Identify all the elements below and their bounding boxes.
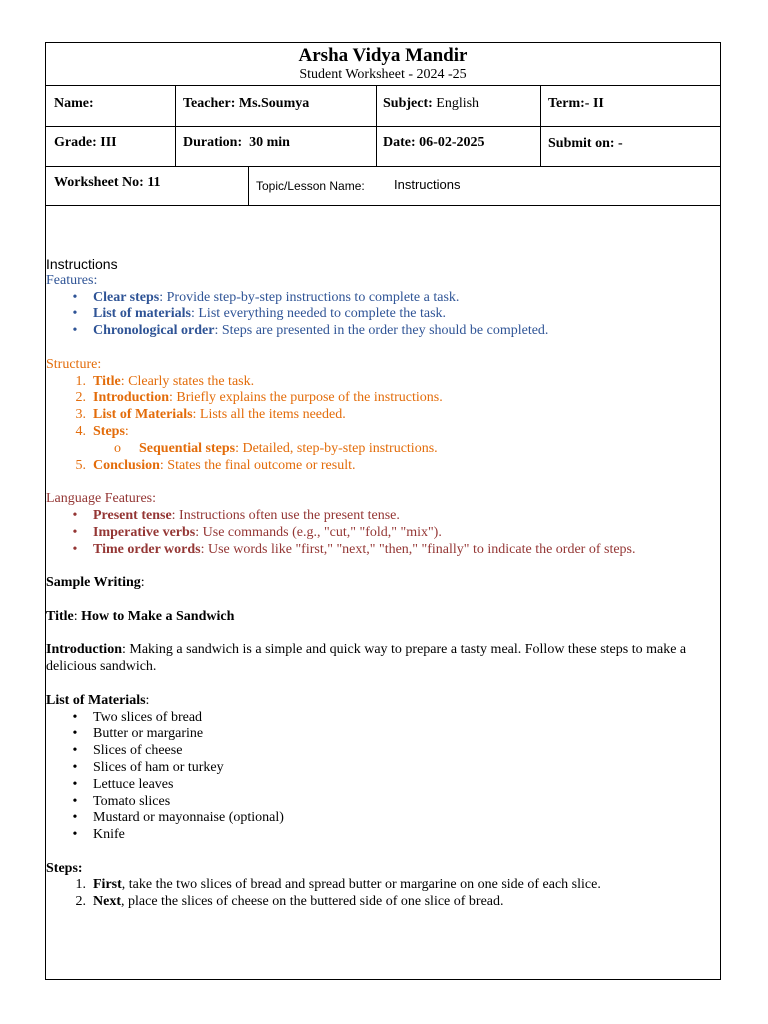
topic-value: Instructions [394, 177, 461, 192]
list-item: o Sequential steps: Detailed, step-by-step instructions. [114, 440, 438, 456]
list-item: • List of materials: List everything needed to complete the task. [72, 306, 447, 322]
worksheet-no-cell [54, 175, 161, 191]
name-label: Name: [54, 96, 94, 111]
teacher-cell [183, 96, 309, 112]
materials-title: List of Materials: [46, 692, 150, 708]
materials-list [46, 710, 716, 844]
worksheet-subtitle: Student Worksheet - 2024 -25 [299, 67, 467, 82]
list-item: • Two slices of bread [72, 709, 203, 725]
list-item: 5. Conclusion: States the final outcome or result. [75, 457, 356, 473]
list-item: • Clear steps: Provide step-by-step instructions to complete a task. [72, 289, 460, 305]
list-item: • Slices of ham or turkey [72, 759, 224, 775]
features-title: Features: [46, 272, 98, 288]
sample-title: Sample Writing: [46, 575, 145, 591]
date-value: 06-02-2025 [419, 135, 485, 150]
table-line-row1 [45, 126, 721, 127]
submit-label: Submit on: [548, 136, 615, 151]
table-divider [248, 166, 249, 205]
date-label: Date: [383, 135, 416, 150]
table-line-row2 [45, 166, 721, 167]
list-item: 2. Next, place the slices of cheese on the buttered side of one slice of bread. [75, 894, 504, 910]
grade-value: III [100, 135, 117, 150]
list-item: 2. Introduction: Briefly explains the purpose of the instructions. [75, 390, 443, 406]
subject-value: English [436, 96, 480, 111]
term-cell [548, 96, 604, 112]
table-divider [175, 85, 176, 166]
duration-cell [183, 135, 290, 151]
language-list [46, 508, 716, 558]
content-heading: Instructions [46, 256, 118, 272]
sample-doc-title: Title: How to Make a Sandwich [46, 608, 235, 624]
sample-intro: Introduction: Making a sandwich is a simple and quick way to prepare a tasty meal. Follow these steps to make a delicious sandwich. [46, 642, 687, 675]
list-item: • Chronological order: Steps are presented in the order they should be completed. [72, 323, 549, 339]
steps-list [46, 877, 716, 911]
topic-label: Topic/Lesson Name: [256, 179, 365, 193]
table-divider [376, 85, 377, 166]
term-label: Term:- [548, 96, 590, 111]
list-item: • Tomato slices [72, 793, 171, 809]
grade-cell [54, 135, 117, 151]
structure-list [46, 374, 716, 475]
list-item: • Mustard or mayonnaise (optional) [72, 810, 284, 826]
list-item: 1. Title: Clearly states the task. [75, 373, 255, 389]
list-item: • Time order words: Use words like "first," "next," "then," "finally" to indicate the order of steps. [72, 541, 636, 557]
term-value: II [592, 96, 604, 111]
table-line-bottom [45, 205, 721, 206]
list-item: • Knife [72, 827, 125, 843]
teacher-value: Ms.Soumya [238, 96, 310, 111]
worksheet-no-label: Worksheet No: [54, 175, 144, 190]
list-item: • Lettuce leaves [72, 776, 174, 792]
table-divider [540, 85, 541, 166]
table-line-top [45, 85, 721, 86]
subject-cell [383, 96, 479, 112]
school-name: Arsha Vidya Mandir [298, 45, 468, 66]
list-item: • Slices of cheese [72, 743, 183, 759]
duration-label: Duration: [183, 135, 243, 150]
teacher-label: Teacher: [183, 96, 236, 111]
subject-label: Subject: [383, 96, 433, 111]
submit-cell [548, 136, 623, 152]
worksheet-content [46, 256, 716, 911]
list-item: • Butter or margarine [72, 726, 204, 742]
list-item: 3. List of Materials: Lists all the items needed. [75, 407, 346, 423]
duration-value: 30 min [249, 135, 290, 150]
list-item: • Imperative verbs: Use commands (e.g., "cut," "fold," "mix"). [72, 524, 442, 540]
structure-title: Structure: [46, 356, 102, 372]
list-item: 1. First, take the two slices of bread and spread butter or margarine on one side of each slice. [75, 877, 601, 893]
worksheet-header [45, 42, 721, 85]
language-title: Language Features: [46, 491, 157, 507]
submit-value: - [618, 136, 623, 151]
grade-label: Grade: [54, 135, 97, 150]
worksheet-no-value: 11 [147, 175, 161, 190]
features-list [46, 290, 716, 340]
list-item: 4. Steps: [75, 423, 129, 439]
list-item: • Present tense: Instructions often use the present tense. [72, 507, 400, 523]
steps-title: Steps: [46, 860, 83, 876]
date-cell [383, 135, 484, 151]
